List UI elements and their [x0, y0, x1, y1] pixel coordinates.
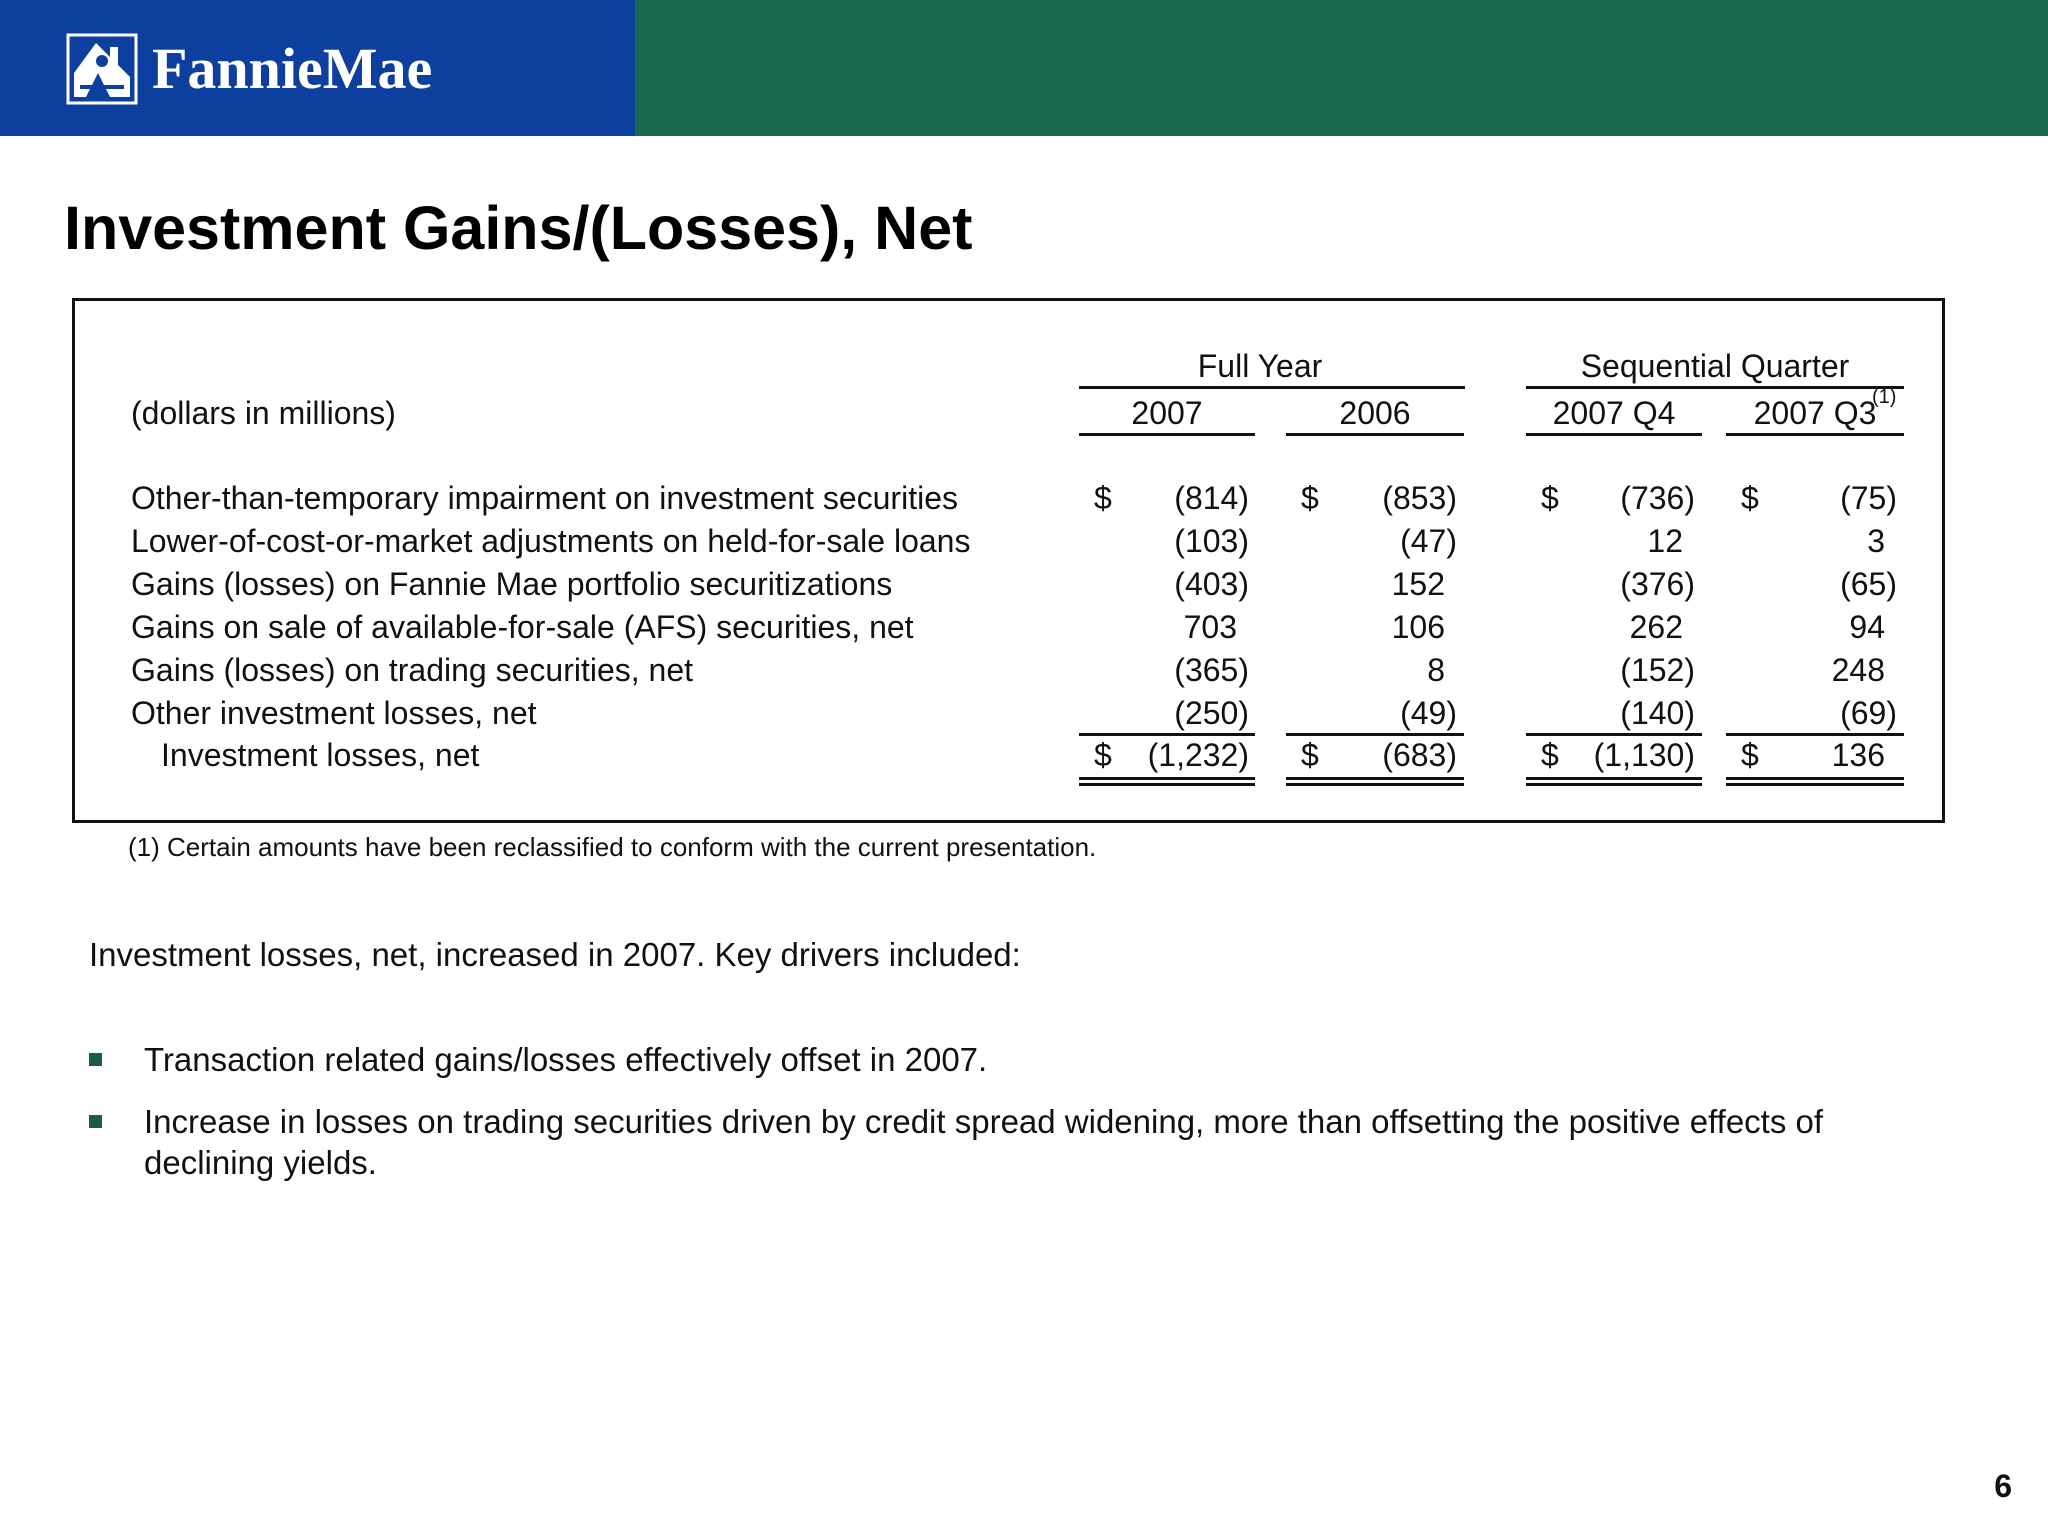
total-row-label: Investment losses, net: [161, 737, 480, 773]
square-bullet-icon: [89, 1053, 102, 1066]
col-rule-2007: [1079, 433, 1255, 436]
currency-sign: $: [1741, 737, 1759, 773]
total-double-rule: [1286, 783, 1464, 786]
cell-value: 3: [1867, 523, 1885, 559]
cell-value: (403): [1174, 566, 1249, 602]
currency-sign: $: [1541, 737, 1559, 773]
col-rule-2006: [1286, 433, 1464, 436]
full-year-rule: [1079, 386, 1465, 389]
logo-wordmark: FannieMae: [152, 36, 433, 101]
cell-value: 703: [1183, 609, 1237, 645]
bullet-item-continuation: declining yields.: [144, 1144, 377, 1181]
total-value: (1,130): [1593, 737, 1695, 773]
cell-value: (814): [1174, 480, 1249, 516]
col-header-2007: 2007: [1131, 395, 1203, 431]
currency-sign: $: [1541, 480, 1559, 516]
page-title: Investment Gains/(Losses), Net: [64, 194, 973, 262]
cell-value: 248: [1831, 652, 1885, 688]
col-rule-2007-q3: [1726, 433, 1904, 436]
cell-value: (65): [1840, 566, 1897, 602]
currency-sign: $: [1301, 480, 1319, 516]
cell-value: (376): [1620, 566, 1695, 602]
cell-value: 94: [1849, 609, 1885, 645]
row-label: Other-than-temporary impairment on investment securities: [131, 480, 958, 516]
row-label: Other investment losses, net: [131, 695, 537, 731]
cell-value: (49): [1400, 695, 1457, 731]
row-label: Lower-of-cost-or-market adjustments on held-for-sale loans: [131, 523, 971, 559]
cell-value: (47): [1400, 523, 1457, 559]
investment-gains-table: [72, 298, 1945, 823]
cell-value: (75): [1840, 480, 1897, 516]
cell-value: (250): [1174, 695, 1249, 731]
row-label: Gains on sale of available-for-sale (AFS) securities, net: [131, 609, 914, 645]
cell-value: (140): [1620, 695, 1695, 731]
house-logo-icon: [66, 33, 138, 105]
cell-value: 152: [1391, 566, 1445, 602]
row-label: Gains (losses) on trading securities, net: [131, 652, 694, 688]
total-double-rule: [1526, 777, 1702, 780]
cell-value: (152): [1620, 652, 1695, 688]
col-footnote-ref: (1): [1872, 386, 1897, 408]
total-value: (683): [1382, 737, 1457, 773]
col-header-2007-q4: 2007 Q4: [1552, 395, 1676, 431]
cell-value: 12: [1647, 523, 1683, 559]
sequential-quarter-rule: [1526, 386, 1904, 389]
row-label: Gains (losses) on Fannie Mae portfolio securitizations: [131, 566, 893, 602]
total-value: 136: [1831, 737, 1885, 773]
intro-text: Investment losses, net, increased in 2007. Key drivers included:: [89, 936, 1021, 973]
total-double-rule: [1079, 777, 1255, 780]
total-double-rule: [1079, 783, 1255, 786]
col-header-2006: 2006: [1339, 395, 1411, 431]
cell-value: (365): [1174, 652, 1249, 688]
sequential-quarter-header: Sequential Quarter: [1580, 348, 1850, 384]
total-double-rule: [1286, 777, 1464, 780]
col-rule-2007-q4: [1526, 433, 1702, 436]
cell-value: (853): [1382, 480, 1457, 516]
page-number: 6: [1994, 1468, 2012, 1504]
bullet-item: Increase in losses on trading securities driven by credit spread widening, more than offsetting the positive effects of: [144, 1103, 1824, 1140]
square-bullet-icon: [89, 1115, 102, 1128]
currency-sign: $: [1094, 737, 1112, 773]
currency-sign: $: [1741, 480, 1759, 516]
header-banner-green: [635, 0, 2048, 136]
total-double-rule: [1526, 783, 1702, 786]
currency-sign: $: [1094, 480, 1112, 516]
currency-sign: $: [1301, 737, 1319, 773]
cell-value: 106: [1391, 609, 1445, 645]
units-label: (dollars in millions): [131, 395, 396, 431]
cell-value: (736): [1620, 480, 1695, 516]
total-value: (1,232): [1147, 737, 1249, 773]
fannie-mae-logo: [66, 32, 432, 106]
bullet-item: Transaction related gains/losses effectively offset in 2007.: [144, 1041, 988, 1078]
cell-value: 8: [1427, 652, 1445, 688]
cell-value: 262: [1629, 609, 1683, 645]
col-header-2007-q3: 2007 Q3: [1753, 395, 1877, 431]
table-footnote: (1) Certain amounts have been reclassified to conform with the current presentation.: [128, 832, 1097, 862]
total-double-rule: [1726, 777, 1904, 780]
cell-value: (69): [1840, 695, 1897, 731]
total-double-rule: [1726, 783, 1904, 786]
cell-value: (103): [1174, 523, 1249, 559]
full-year-header: Full Year: [1197, 348, 1323, 384]
